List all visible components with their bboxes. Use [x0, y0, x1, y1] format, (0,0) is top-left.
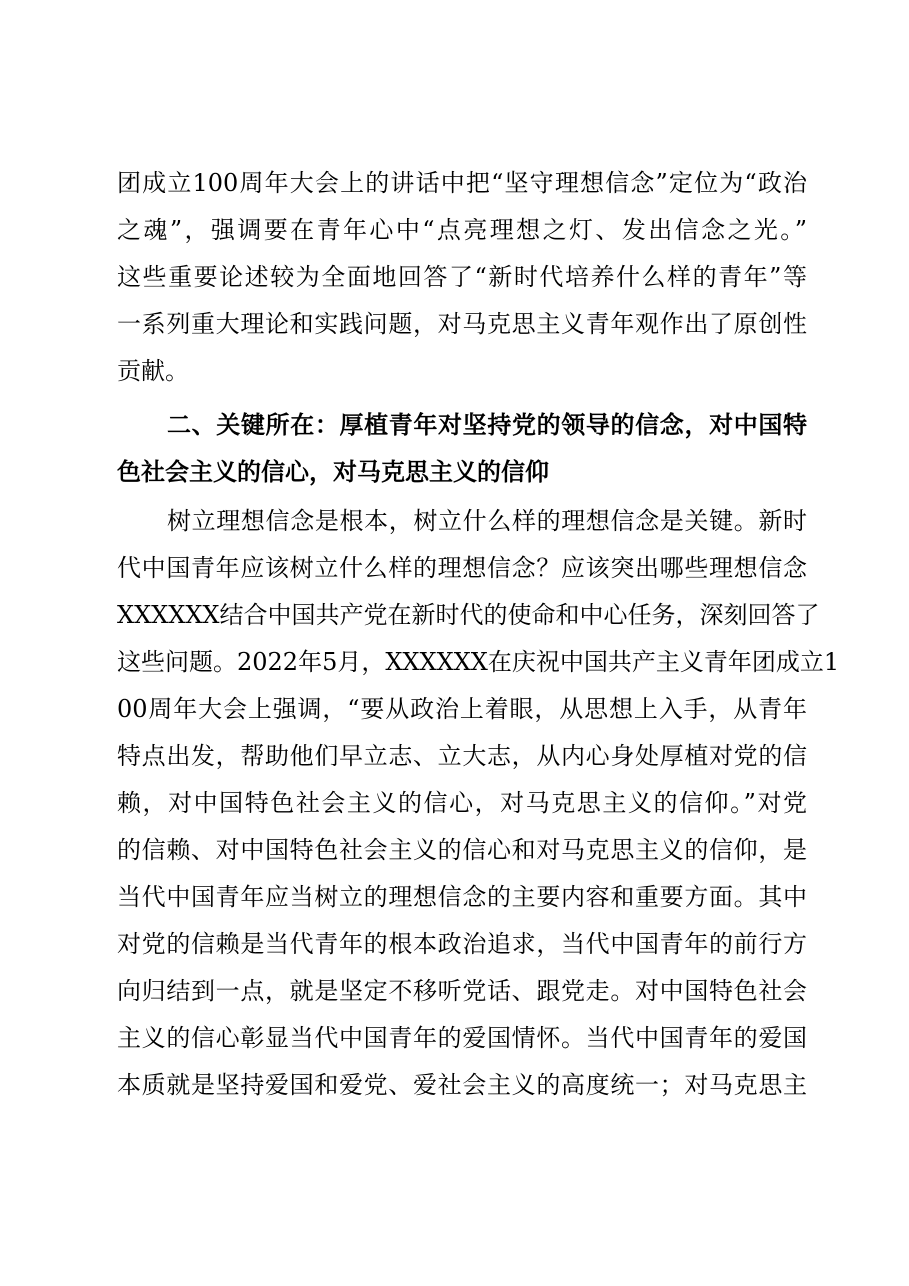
paragraph-line: 的信赖、对中国特色社会主义的信心和对马克思主义的信仰，是: [117, 836, 807, 864]
paragraph-line: 赖，对中国特色社会主义的信心，对马克思主义的信仰。”对党: [117, 789, 807, 817]
paragraph-line: 对党的信赖是当代青年的根本政治追求，当代中国青年的前行方: [117, 930, 807, 958]
paragraph-line: 这些重要论述较为全面地回答了“新时代培养什么样的青年”等: [117, 263, 807, 291]
paragraph-line: 之魂”，强调要在青年心中“点亮理想之灯、发出信念之光。”: [117, 216, 807, 244]
paragraph-line: 树立理想信念是根本，树立什么样的理想信念是关键。新时: [167, 507, 807, 535]
paragraph-line: 代中国青年应该树立什么样的理想信念？应该突出哪些理想信念: [117, 554, 807, 582]
paragraph-line: 这些问题。2022年5月，XXXXXX在庆祝中国共产主义青年团成立1: [117, 648, 840, 676]
paragraph-line: 当代中国青年应当树立的理想信念的主要内容和重要方面。其中: [117, 883, 807, 911]
section-heading: [117, 402, 807, 496]
paragraph-line: 一系列重大理论和实践问题，对马克思主义青年观作出了原创性: [117, 310, 807, 338]
paragraph-line: 向归结到一点，就是坚定不移听党话、跟党走。对中国特色社会: [117, 977, 807, 1005]
paragraph-continuation: [117, 160, 807, 395]
heading-line: 色社会主义的信心，对马克思主义的信仰: [117, 458, 549, 486]
paragraph-line: XXXXXX结合中国共产党在新时代的使命和中心任务，深刻回答了: [117, 601, 820, 629]
paragraph-line: 团成立100周年大会上的讲话中把“坚守理想信念”定位为“政治: [117, 169, 807, 197]
heading-line: 二、关键所在：厚植青年对坚持党的领导的信念，对中国特: [167, 411, 807, 439]
paragraph-line: 主义的信心彰显当代中国青年的爱国情怀。当代中国青年的爱国: [117, 1024, 807, 1052]
paragraph-line: 本质就是坚持爱国和爱党、爱社会主义的高度统一；对马克思主: [117, 1071, 807, 1099]
body-paragraph: [117, 498, 840, 1109]
paragraph-line: 特点出发，帮助他们早立志、立大志，从内心身处厚植对党的信: [117, 742, 807, 770]
paragraph-line: 贡献。: [117, 357, 189, 385]
paragraph-line: 00周年大会上强调，“要从政治上着眼，从思想上入手，从青年: [117, 695, 807, 723]
